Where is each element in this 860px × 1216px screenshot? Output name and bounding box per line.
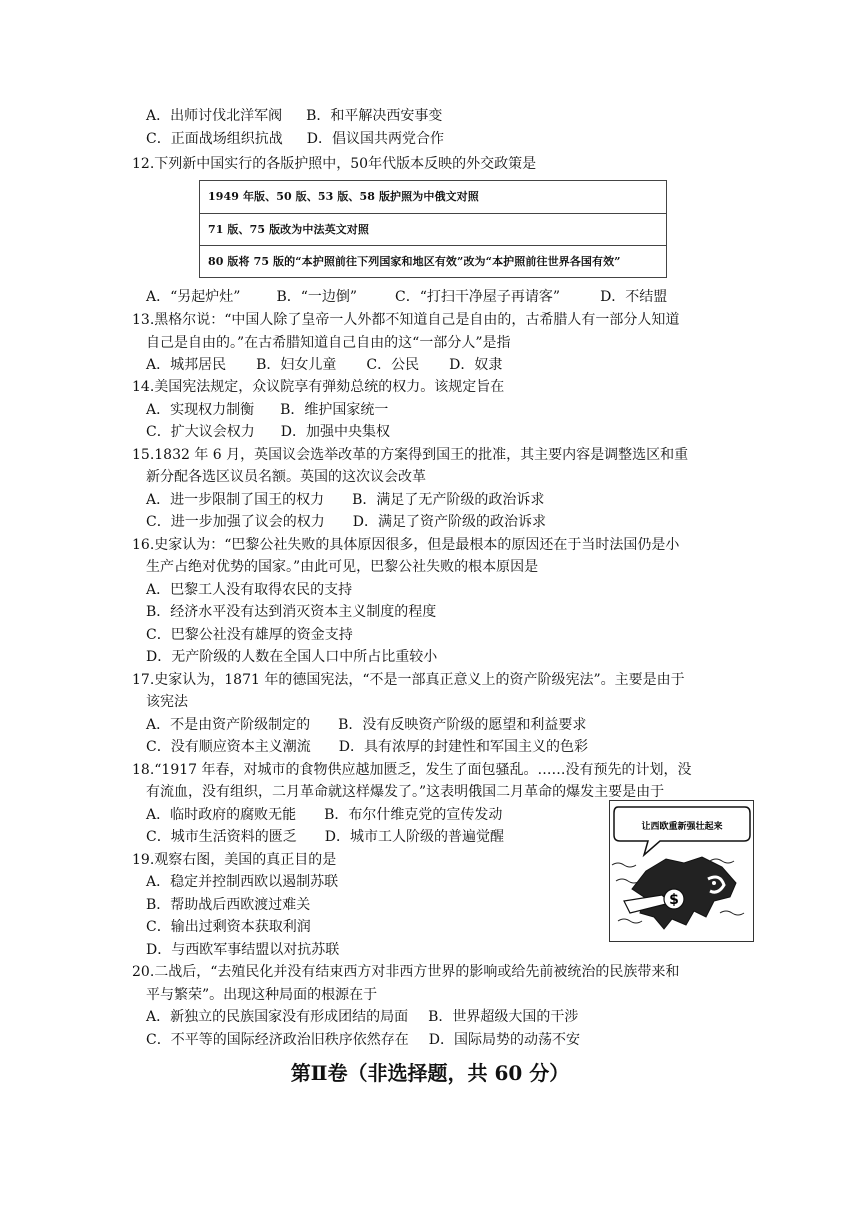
q20-option-b: B．世界超级大国的干涉 bbox=[428, 1009, 579, 1025]
q19-option-b: B．帮助战后西欧渡过难关 bbox=[146, 897, 311, 913]
q13-stem-line-1: 13.黑格尔说：“中国人除了皇帝一人外都不知道自己是自由的，古希腊人有一部分人知道 bbox=[132, 312, 680, 328]
q18-option-c: C．城市生活资料的匮乏 bbox=[146, 829, 297, 845]
q17-options-row-1 bbox=[146, 715, 586, 735]
q13-option-b: B．妇女儿童 bbox=[256, 357, 337, 373]
q14-option-d: D．加强中央集权 bbox=[280, 424, 390, 440]
q13-option-c: C．公民 bbox=[366, 357, 420, 373]
passport-row-3: 80 版将 75 版的“本护照前往下列国家和地区有效”改为“本护照前往世界各国有效” bbox=[200, 245, 666, 278]
q13-option-a: A．城邦居民 bbox=[146, 357, 227, 373]
q14-stem: 14.美国宪法规定，众议院享有弹劾总统的权力。该规定旨在 bbox=[132, 379, 505, 395]
q13-options-row bbox=[146, 355, 502, 375]
q14-option-c: C．扩大议会权力 bbox=[146, 424, 255, 440]
wave-mark bbox=[720, 911, 744, 915]
q14-option-a: A．实现权力制衡 bbox=[146, 402, 255, 418]
europe-map-icon bbox=[632, 857, 736, 929]
q20-option-d: D．国际局势的动荡不安 bbox=[428, 1032, 580, 1048]
wave-mark bbox=[616, 879, 640, 883]
q15-option-b: B．满足了无产阶级的政治诉求 bbox=[352, 492, 545, 508]
q16-stem-line-1: 16.史家认为：“巴黎公社失败的具体原因很多，但是最根本的原因还在于当时法国仍是小 bbox=[132, 537, 680, 553]
q11-option-a: A．出师讨伐北洋军阀 bbox=[146, 108, 283, 124]
q11-options-row-1 bbox=[146, 106, 442, 126]
q14-options-row-1 bbox=[146, 400, 388, 420]
q12-option-d: D．不结盟 bbox=[600, 289, 668, 305]
q15-stem-line-2: 新分配各选区议员名额。英国的这次议会改革 bbox=[146, 469, 426, 485]
q15-stem-line-1: 15.1832 年 6 月，英国议会选举改革的方案得到国王的批准，其主要内容是调整选区和重 bbox=[132, 447, 689, 463]
q17-option-d: D．具有浓厚的封建性和军国主义的色彩 bbox=[338, 739, 588, 755]
q12-option-b: B．“一边倒” bbox=[276, 289, 358, 305]
q17-option-b: B．没有反映资产阶级的愿望和利益要求 bbox=[338, 717, 587, 733]
q16-option-b: B．经济水平没有达到消灭资本主义制度的程度 bbox=[146, 604, 437, 620]
q18-option-b: B．布尔什维克党的宣传发动 bbox=[324, 807, 503, 823]
q20-stem-line-1: 20.二战后，“去殖民化并没有结束西方对非西方世界的影响或给先前被统治的民族带来和 bbox=[132, 964, 680, 980]
q20-option-c: C．不平等的国际经济政治旧秩序依然存在 bbox=[146, 1032, 409, 1048]
cartoon-drawing bbox=[610, 801, 753, 941]
marshall-plan-cartoon bbox=[609, 800, 754, 942]
q17-option-c: C．没有顺应资本主义潮流 bbox=[146, 739, 311, 755]
q17-stem-line-2: 该宪法 bbox=[146, 694, 188, 710]
q19-option-d: D．与西欧军事结盟以对抗苏联 bbox=[146, 942, 340, 958]
q12-option-c: C．“打扫干净屋子再请客” bbox=[395, 289, 561, 305]
section-title: 第Ⅱ卷（非选择题，共 60 分） bbox=[290, 1061, 570, 1085]
q18-option-a: A．临时政府的腐败无能 bbox=[146, 807, 297, 823]
q12-passport-table bbox=[199, 180, 667, 278]
q18-options-row-1 bbox=[146, 805, 502, 825]
q20-options-row-1 bbox=[146, 1007, 578, 1027]
q11-option-d: D．倡议国共两党合作 bbox=[306, 131, 444, 147]
q17-option-a: A．不是由资产阶级制定的 bbox=[146, 717, 311, 733]
q14-options-row-2 bbox=[146, 422, 390, 442]
q15-option-d: D．满足了资产阶级的政治诉求 bbox=[352, 514, 546, 530]
q18-stem-line-2: 有流血，没有组织，二月革命就这样爆发了。”这表明俄国二月革命的爆发主要是由于 bbox=[146, 784, 665, 800]
q16-option-d: D．无产阶级的人数在全国人口中所占比重较小 bbox=[146, 649, 438, 665]
q19-option-c: C．输出过剩资本获取利润 bbox=[146, 919, 311, 935]
q17-stem-line-1: 17.史家认为，1871 年的德国宪法，“不是一部真正意义上的资产阶级宪法”。主要是由于 bbox=[132, 672, 685, 688]
q17-options-row-2 bbox=[146, 737, 588, 757]
q20-option-a: A．新独立的民族国家没有形成团结的局面 bbox=[146, 1009, 409, 1025]
q15-options-row-2 bbox=[146, 512, 546, 532]
q16-option-a: A．巴黎工人没有取得农民的支持 bbox=[146, 582, 353, 598]
passport-row-1: 1949 年版、50 版、53 版、58 版护照为中俄文对照 bbox=[208, 190, 479, 203]
q11-option-b: B．和平解决西安事变 bbox=[306, 108, 443, 124]
q12-options-row bbox=[146, 287, 667, 307]
q15-option-a: A．进一步限制了国王的权力 bbox=[146, 492, 325, 508]
cartoon-caption: 让西欧重新强壮起来 bbox=[641, 822, 723, 832]
passport-row-2: 71 版、75 版改为中法英文对照 bbox=[200, 213, 666, 246]
sickle-dot bbox=[712, 881, 716, 885]
q19-stem: 19.观察右图，美国的真正目的是 bbox=[132, 852, 337, 868]
q12-option-a: A．“另起炉灶” bbox=[146, 289, 241, 305]
q13-option-d: D．奴隶 bbox=[449, 357, 503, 373]
q18-option-d: D．城市工人阶级的普遍觉醒 bbox=[324, 829, 504, 845]
q18-stem-line-1: 18.“1917 年春，对城市的食物供应越加匮乏，发生了面包骚乱。……没有预先的计划，没 bbox=[132, 762, 692, 778]
q20-options-row-2 bbox=[146, 1030, 580, 1050]
q13-stem-line-2: 自己是自由的。”在古希腊知道自己自由的这“一部分人”是指 bbox=[146, 335, 511, 351]
wave-mark bbox=[612, 863, 636, 867]
q20-stem-line-2: 平与繁荣”。出现这种局面的根源在于 bbox=[146, 987, 378, 1003]
q14-option-b: B．维护国家统一 bbox=[280, 402, 389, 418]
q15-option-c: C．进一步加强了议会的权力 bbox=[146, 514, 325, 530]
q18-options-row-2 bbox=[146, 827, 504, 847]
q12-stem: 12.下列新中国实行的各版护照中，50年代版本反映的外交政策是 bbox=[132, 156, 537, 172]
wave-mark bbox=[618, 919, 642, 923]
q16-stem-line-2: 生产占绝对优势的国家。”由此可见，巴黎公社失败的根本原因是 bbox=[146, 559, 539, 575]
q16-option-c: C．巴黎公社没有雄厚的资金支持 bbox=[146, 627, 353, 643]
q19-option-a: A．稳定并控制西欧以遏制苏联 bbox=[146, 874, 339, 890]
q11-option-c: C．正面战场组织抗战 bbox=[146, 131, 283, 147]
q15-options-row-1 bbox=[146, 490, 544, 510]
q11-options-row-2 bbox=[146, 129, 444, 149]
dollar-sign: $ bbox=[669, 892, 679, 908]
